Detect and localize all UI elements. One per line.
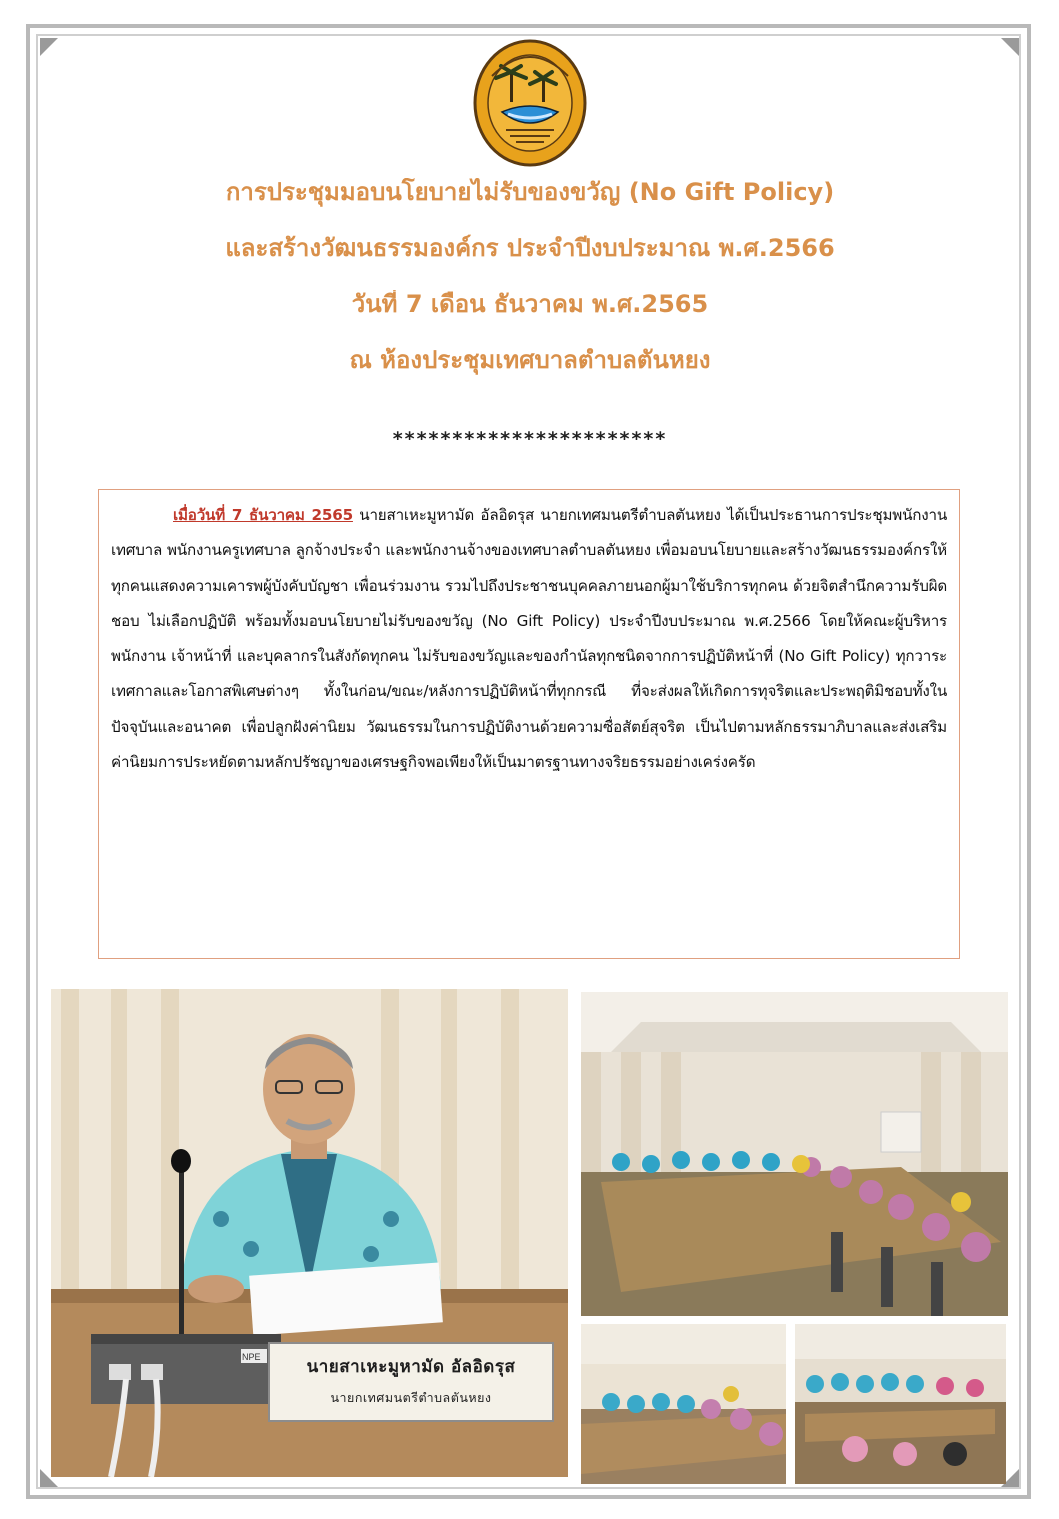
body-paragraph xyxy=(111,498,947,780)
photo-meeting-hall xyxy=(581,992,1008,1316)
headline-line-3: วันที่ 7 เดือน ธันวาคม พ.ศ.2565 xyxy=(351,290,709,318)
nameplate xyxy=(268,1342,554,1422)
date-lead: เมื่อวันที่ 7 ธันวาคม 2565 xyxy=(173,506,353,524)
headline-line-1: การประชุมมอบนโยบายไม่รับของขวัญ (No Gift Policy) xyxy=(225,178,835,206)
photo-audience-left xyxy=(581,1324,786,1484)
headline-block xyxy=(60,178,1000,402)
municipality-logo xyxy=(472,38,588,168)
photo-audience-right xyxy=(795,1324,1006,1484)
corner-ornament-top-left xyxy=(40,38,58,56)
headline-line-4: ณ ห้องประชุมเทศบาลตำบลตันหยง xyxy=(349,346,711,374)
headline-line-2: และสร้างวัฒนธรรมองค์กร ประจำปีงบประมาณ พ.ศ.2566 xyxy=(225,234,835,262)
device-label: NPE xyxy=(242,1352,261,1362)
corner-ornament-top-right xyxy=(1001,38,1019,56)
nameplate-title: นายกเทศมนตรีตำบลตันหยง xyxy=(330,1390,492,1405)
nameplate-name: นายสาเหะมูหามัด อัลอิดรุส xyxy=(306,1357,516,1377)
body-text: นายสาเหะมูหามัด อัลอิดรุส นายกเทศมนตรีตำบลตันหยง ได้เป็นประธานการประชุมพนักงานเทศบาล พนักงานครูเทศบาล ลูกจ้างประจำ และพนักงานจ้างของเทศบาลตำบลตันหยง เพื่อมอบนโยบายและสร้างวัฒนธรรมองค์กรให้ทุกคนแสดงความเคารพผู้บังคับบัญชา เพื่อนร่วมงาน รวมไปถึงประชาชนบุคคลภายนอกผู้มาใช้บริการทุกคน ด้วยจิตสำนึกความรับผิดชอบ ไม่เลือกปฏิบัติ พร้อมทั้งมอบนโยบายไม่รับของขวัญ (No Gift Policy) ประจำปีงบประมาณ พ.ศ.2566 โดยให้คณะผู้บริหาร พนักงาน เจ้าหน้าที่ และบุคลากรในสังกัดทุกคน ไม่รับของขวัญและของกำนัลทุกชนิดจากการปฏิบัติหน้าที่ (No Gift Policy) ทุกวาระเทศกาลและโอกาสพิเศษต่างๆ ทั้งในก่อน/ขณะ/หลังการปฏิบัติหน้าที่ทุกกรณี ที่จะส่งผลให้เกิดการทุจริตและประพฤติมิชอบทั้งในปัจจุบันและอนาคต เพื่อปลูกฝังค่านิยม วัฒนธรรมในการปฏิบัติงานด้วยความซื่อสัตย์สุจริต เป็นไปตามหลักธรรมาภิบาลและส่งเสริมค่านิยมการประหยัดตามหลักปรัชญาของเศรษฐกิจพอเพียงให้เป็นมาตรฐานทางจริยธรรมอย่างเคร่งครัด xyxy=(111,506,948,772)
separator-stars: *********************** xyxy=(392,428,668,450)
body-text-box xyxy=(98,489,960,959)
